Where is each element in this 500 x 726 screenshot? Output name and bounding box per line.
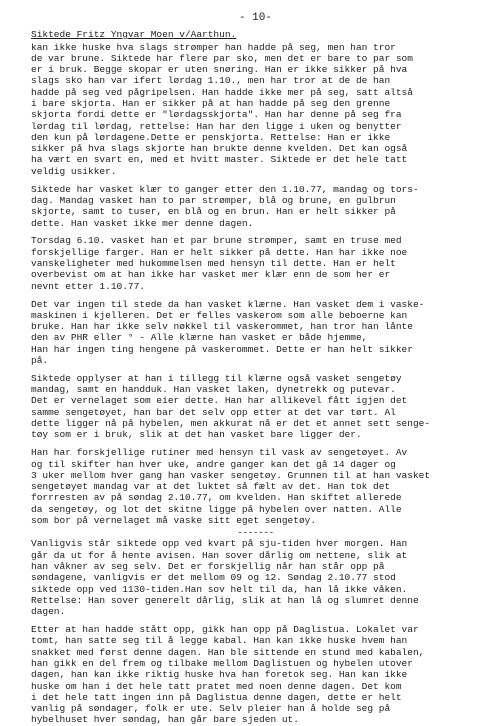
- paragraph-clothing: [31, 42, 480, 178]
- text-line: dag. Mandag vasket han to par strømper, blå og brune, en gulbrun: [31, 194, 396, 206]
- text-line: den av PHR eller ° - Alle klærne han vasket er både hjemme,: [31, 332, 368, 344]
- text-line: de var brune. Siktede har flere par sko, men det er bare to par som: [31, 52, 413, 64]
- text-line: 3 uker mellom hver gang han vasker sengetøy. Grunnen til at han vasket: [31, 469, 431, 481]
- text-line: forrresten av på søndag 2.10.77, om kvelden. Han skiftet allerede: [31, 492, 402, 504]
- paragraph-bedding: [31, 373, 480, 441]
- text-line: dagen, han kan ikke riktig huske hva han foretok seg. Han kan ikke: [31, 669, 408, 681]
- text-line: skjorta fordi dette er "lørdagsskjorta". Han har denne på seg fra: [31, 109, 402, 121]
- paragraph-bedding-routines: [31, 447, 480, 526]
- text-line: er i bruk. Begge skopar er uten snøring. Han er ikke sikker på hva: [31, 64, 408, 76]
- text-line: veldig usikker.: [31, 165, 117, 177]
- text-line: den kun på lørdagene.Dette er penskjorta. Rettelse: Han er ikke: [31, 131, 391, 143]
- text-line: Vanligvis står siktede opp ved kvart på sju-tiden hver morgen. Han: [31, 538, 408, 550]
- text-line: vanlig på søndager, folk er ute. Selv pleier han å holde seg på: [31, 703, 391, 715]
- text-line: i bare skjorta. Han er sikker på at han hadde på seg den grenne: [31, 97, 391, 109]
- text-line: skjorte, samt to tuser, en blå og en brun. Han er helt sikker på: [31, 206, 396, 218]
- page-number: - 10-: [238, 12, 272, 24]
- text-line: dette. Han vasket ikke mer denne dagen.: [31, 217, 254, 229]
- text-line: maskinen i kjelleren. Det er felles vaskerom som alle beboerne kan: [31, 309, 408, 321]
- text-line: dagen.: [31, 606, 66, 618]
- text-line: da sengetøy, og lot det skitne ligge på hybelen over natten. Alle: [31, 503, 402, 515]
- paragraph-sunday-morning: [31, 538, 480, 617]
- text-line: hadde på seg ved pågripelsen. Han hadde ikke mer på seg, satt altså: [31, 86, 413, 98]
- text-line: vanskeligheter med hukommelsen med hensyn til dette. Han er helt: [31, 258, 396, 270]
- text-line: sengetøyet mandag var at det luktet så fælt av det. Han tok det: [31, 481, 391, 493]
- text-line: nevnt etter 1.10.77.: [31, 280, 146, 292]
- text-line: som bor på vernelaget må vaske sitt eget sengetøy.: [31, 515, 317, 527]
- text-line: tomt, han satte seg til å legge kabal. Han kan ikke huske hvem han: [31, 635, 408, 647]
- text-line: søndagene, vanligvis er det mellom 09 og 12. Søndag 2.10.77 stod: [31, 572, 396, 584]
- text-line: samme sengetøyet, han bar det selv opp etter at det var tørt. Al: [31, 406, 396, 418]
- text-line: Siktede har vasket klær to ganger etter den 1.10.77, mandag og tors-: [31, 183, 419, 195]
- paragraph-daglistua: [31, 624, 480, 726]
- text-line: snakket med først denne dagen. Han ble sittende en stund med kabalen,: [31, 646, 425, 658]
- text-line: Han har forskjellige rutiner med hensyn til vask av sengetøyet. Av: [31, 447, 408, 459]
- text-line: slags sko han var ifert lørdag 1.10., men har tror at de de han: [31, 75, 391, 87]
- text-line: han våkner av seg selv. Det er forskjellig når han står opp på: [31, 560, 385, 572]
- text-line: siktede opp ved 1130-tiden.Han sov helt til da, han lå ikke våken.: [31, 583, 408, 595]
- text-line: og til skifter han hver uke, andre ganger kan det gå 14 dager og: [31, 458, 396, 470]
- text-line: tøy som er i bruk, slik at det han vasket bare ligger der.: [31, 429, 362, 441]
- text-line: dette ligger nå på hybelen, men akkurat nå er det et annet sett senge-: [31, 418, 431, 430]
- text-line: Torsdag 6.10. vasket han et par brune strømper, samt en truse med: [31, 235, 402, 247]
- text-line: Han har ingen ting hengene på vaskerommet. Dette er han helt sikker: [31, 343, 413, 355]
- text-line: Rettelse: Han sover generelt dårlig, slik at han lå og slumret denne: [31, 594, 419, 606]
- text-line: lørdag til lørdag, rettelse: Han har den ligge i uken og benytter: [31, 120, 402, 132]
- text-line: overbevist om at han ikke har vasket mer klær enn de som her er: [31, 269, 391, 281]
- text-line: Det er vernelaget som eier dette. Han har allikevel fått igjen det: [31, 395, 408, 407]
- text-line: forskjellige farger. Han er helt sikker på dette. Han har ikke noe: [31, 246, 408, 258]
- text-line: Etter at han hadde stått opp, gikk han opp på Daglistua. Lokalet var: [31, 624, 419, 636]
- text-line: Siktede opplyser at han i tillegg til klærne også vasket sengetøy: [31, 372, 402, 384]
- text-line: ha vært en svart en, med et hvitt master. Siktede er det hele tatt: [31, 154, 408, 166]
- text-line: mandag, samt en handduk. Han vasket laken, dynetrekk og putevar.: [31, 384, 396, 396]
- text-line: han gikk en del frem og tilbake mellom Daglistuen og hybelen utover: [31, 657, 413, 669]
- text-line: i det hele tatt ingen inn på Daglistua denne dagen, dette er helt: [31, 691, 402, 703]
- section-separator: -------: [237, 527, 274, 539]
- text-line: går da ut for å hente avisen. Han sover dårlig om nettene, slik at: [31, 549, 408, 561]
- document-heading: Siktede Fritz Yngvar Moen v/Aarthun.: [31, 29, 237, 40]
- paragraph-washing-monday: [31, 184, 480, 229]
- paragraph-laundry-room: [31, 299, 480, 367]
- text-line: sikker på hva slags skjorte han brukte denne kvelden. Det kan også: [31, 143, 408, 155]
- text-line: på.: [31, 355, 49, 366]
- text-line: huske om han i det hele tatt pratet med noen denne dagen. Det kom: [31, 680, 402, 692]
- text-line: hybelhuset hver søndag, han går bare sjeden ut.: [31, 714, 299, 726]
- paragraph-washing-thursday: [31, 235, 480, 291]
- text-line: kan ikke huske hva slags strømper han hadde på seg, men han tror: [31, 41, 396, 53]
- text-line: bruke. Han har ikke selv nøkkel til vaskerommet, han tror han lånte: [31, 321, 413, 333]
- text-line: Det var ingen til stede da han vasket klærne. Han vasket dem i vaske-: [31, 298, 425, 310]
